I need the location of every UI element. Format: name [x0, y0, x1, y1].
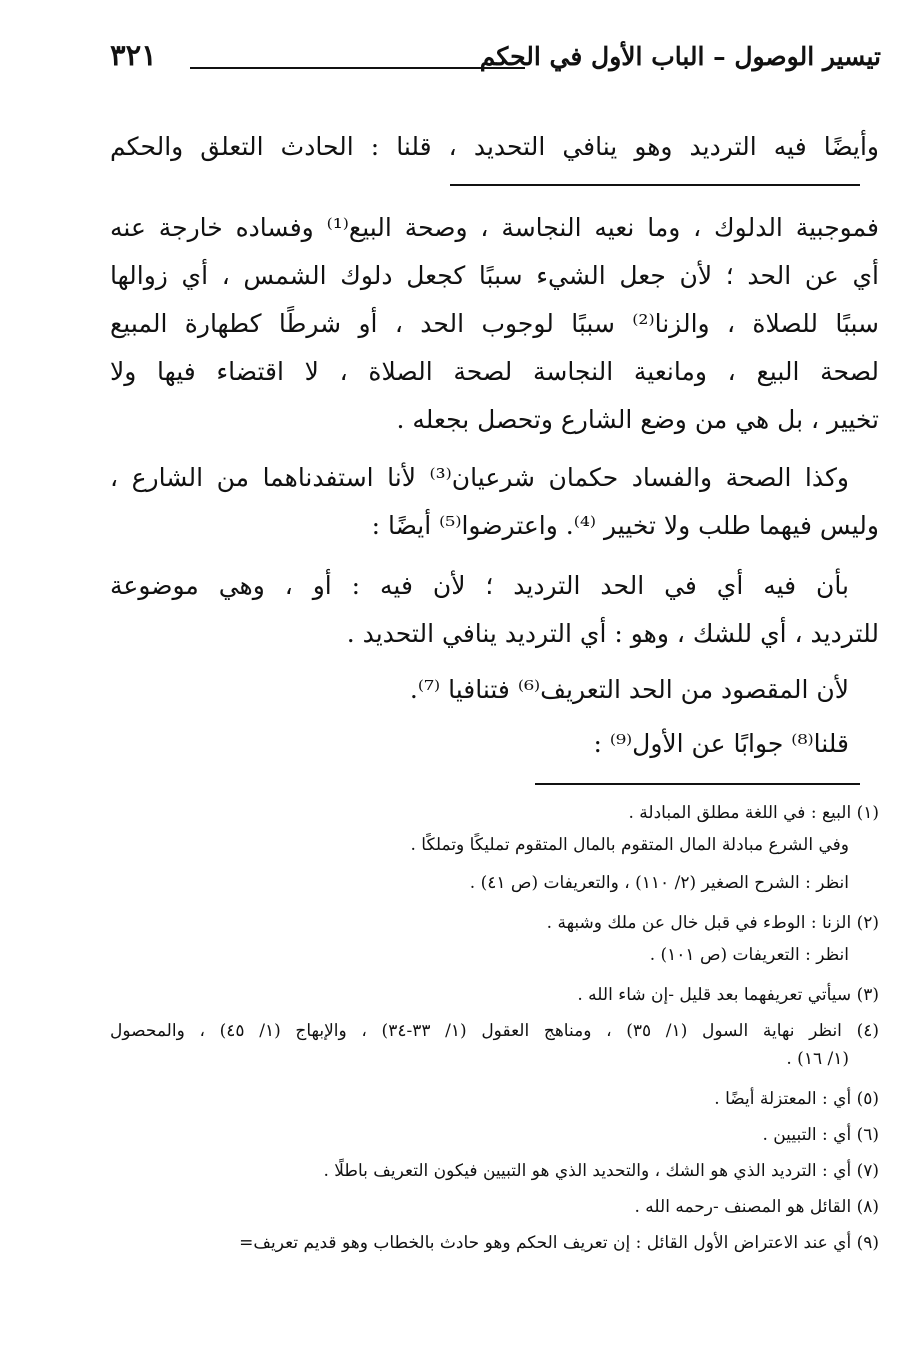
- footnote-line: (٢) الزنا : الوطء في قبل خال عن ملك وشبهة .: [546, 913, 879, 933]
- body-line: أي عن الحد ؛ لأن جعل الشيء سببًا كجعل دلوك الشمس ، أي زوالها: [110, 261, 879, 290]
- footnote-line: انظر : الشرح الصغير (٢/ ١١٠) ، والتعريفات (ص ٤١) .: [469, 873, 849, 893]
- matn-underline: [535, 783, 860, 785]
- footnote-line: (٣) سيأتي تعريفهما بعد قليل -إن شاء الله .: [577, 985, 879, 1005]
- body-line: قلنا⁽⁸⁾ جوابًا عن الأول⁽⁹⁾ :: [593, 729, 849, 758]
- body-line: سببًا للصلاة ، والزنا⁽²⁾ سببًا لوجوب الحد ، أو شرطًا كطهارة المبيع: [110, 309, 879, 338]
- page-number: ٣٢١: [110, 38, 157, 72]
- footnote-line: (٩) أي عند الاعتراض الأول القائل : إن تعريف الحكم وهو حادث بالخطاب وهو قديم تعريف=: [239, 1233, 879, 1253]
- body-line: لصحة البيع ، ومانعية النجاسة لصحة الصلاة ، لا اقتضاء فيها ولا: [110, 357, 879, 386]
- footnote-line: وفي الشرع مبادلة المال المتقوم بالمال المتقوم تمليكًا وتملكًا .: [410, 835, 849, 855]
- body-line: لأن المقصود من الحد التعريف⁽⁶⁾ فتنافيا ⁽⁷⁾.: [409, 675, 849, 704]
- footnote-line: (١/ ١٦) .: [786, 1049, 849, 1069]
- header-rule: [190, 67, 525, 69]
- body-line: للترديد ، أي للشك ، وهو : أي الترديد ينافي التحديد .: [346, 619, 879, 648]
- footnote-line: (١) البيع : في اللغة مطلق المبادلة .: [628, 803, 879, 823]
- body-line: فموجبية الدلوك ، وما نعيه النجاسة ، وصحة البيع⁽¹⁾ وفساده خارجة عنه: [110, 213, 879, 242]
- body-line: بأن فيه أي في الحد الترديد ؛ لأن فيه : أو ، وهي موضوعة: [110, 571, 849, 600]
- matn-underline: [450, 184, 860, 186]
- footnote-line: انظر : التعريفات (ص ١٠١) .: [649, 945, 849, 965]
- body-line: وليس فيهما طلب ولا تخيير ⁽⁴⁾. واعترضوا⁽⁵⁾ أيضًا :: [371, 511, 879, 540]
- body-line: تخيير ، بل هي من وضع الشارع وتحصل بجعله .: [396, 405, 879, 434]
- footnote-line: (٤) انظر نهاية السول (١/ ٣٥) ، ومناهج العقول (١/ ٣٣-٣٤) ، والإبهاج (١/ ٤٥) ، والمحصول: [110, 1021, 879, 1041]
- body-line: وكذا الصحة والفساد حكمان شرعيان⁽³⁾ لأنا استفدناهما من الشارع ،: [110, 463, 849, 492]
- matn-line-top: وأيضًا فيه الترديد وهو ينافي التحديد ، قلنا : الحادث التعلق والحكم: [110, 132, 879, 161]
- footnote-line: (٨) القائل هو المصنف -رحمه الله .: [634, 1197, 879, 1217]
- footnote-line: (٥) أي : المعتزلة أيضًا .: [714, 1089, 879, 1109]
- running-title: تيسير الوصول – الباب الأول في الحكم: [479, 42, 881, 71]
- footnote-line: (٦) أي : التبيين .: [762, 1125, 879, 1145]
- footnote-line: (٧) أي : الترديد الذي هو الشك ، والتحديد الذي هو التبيين فيكون التعريف باطلًا .: [323, 1161, 879, 1181]
